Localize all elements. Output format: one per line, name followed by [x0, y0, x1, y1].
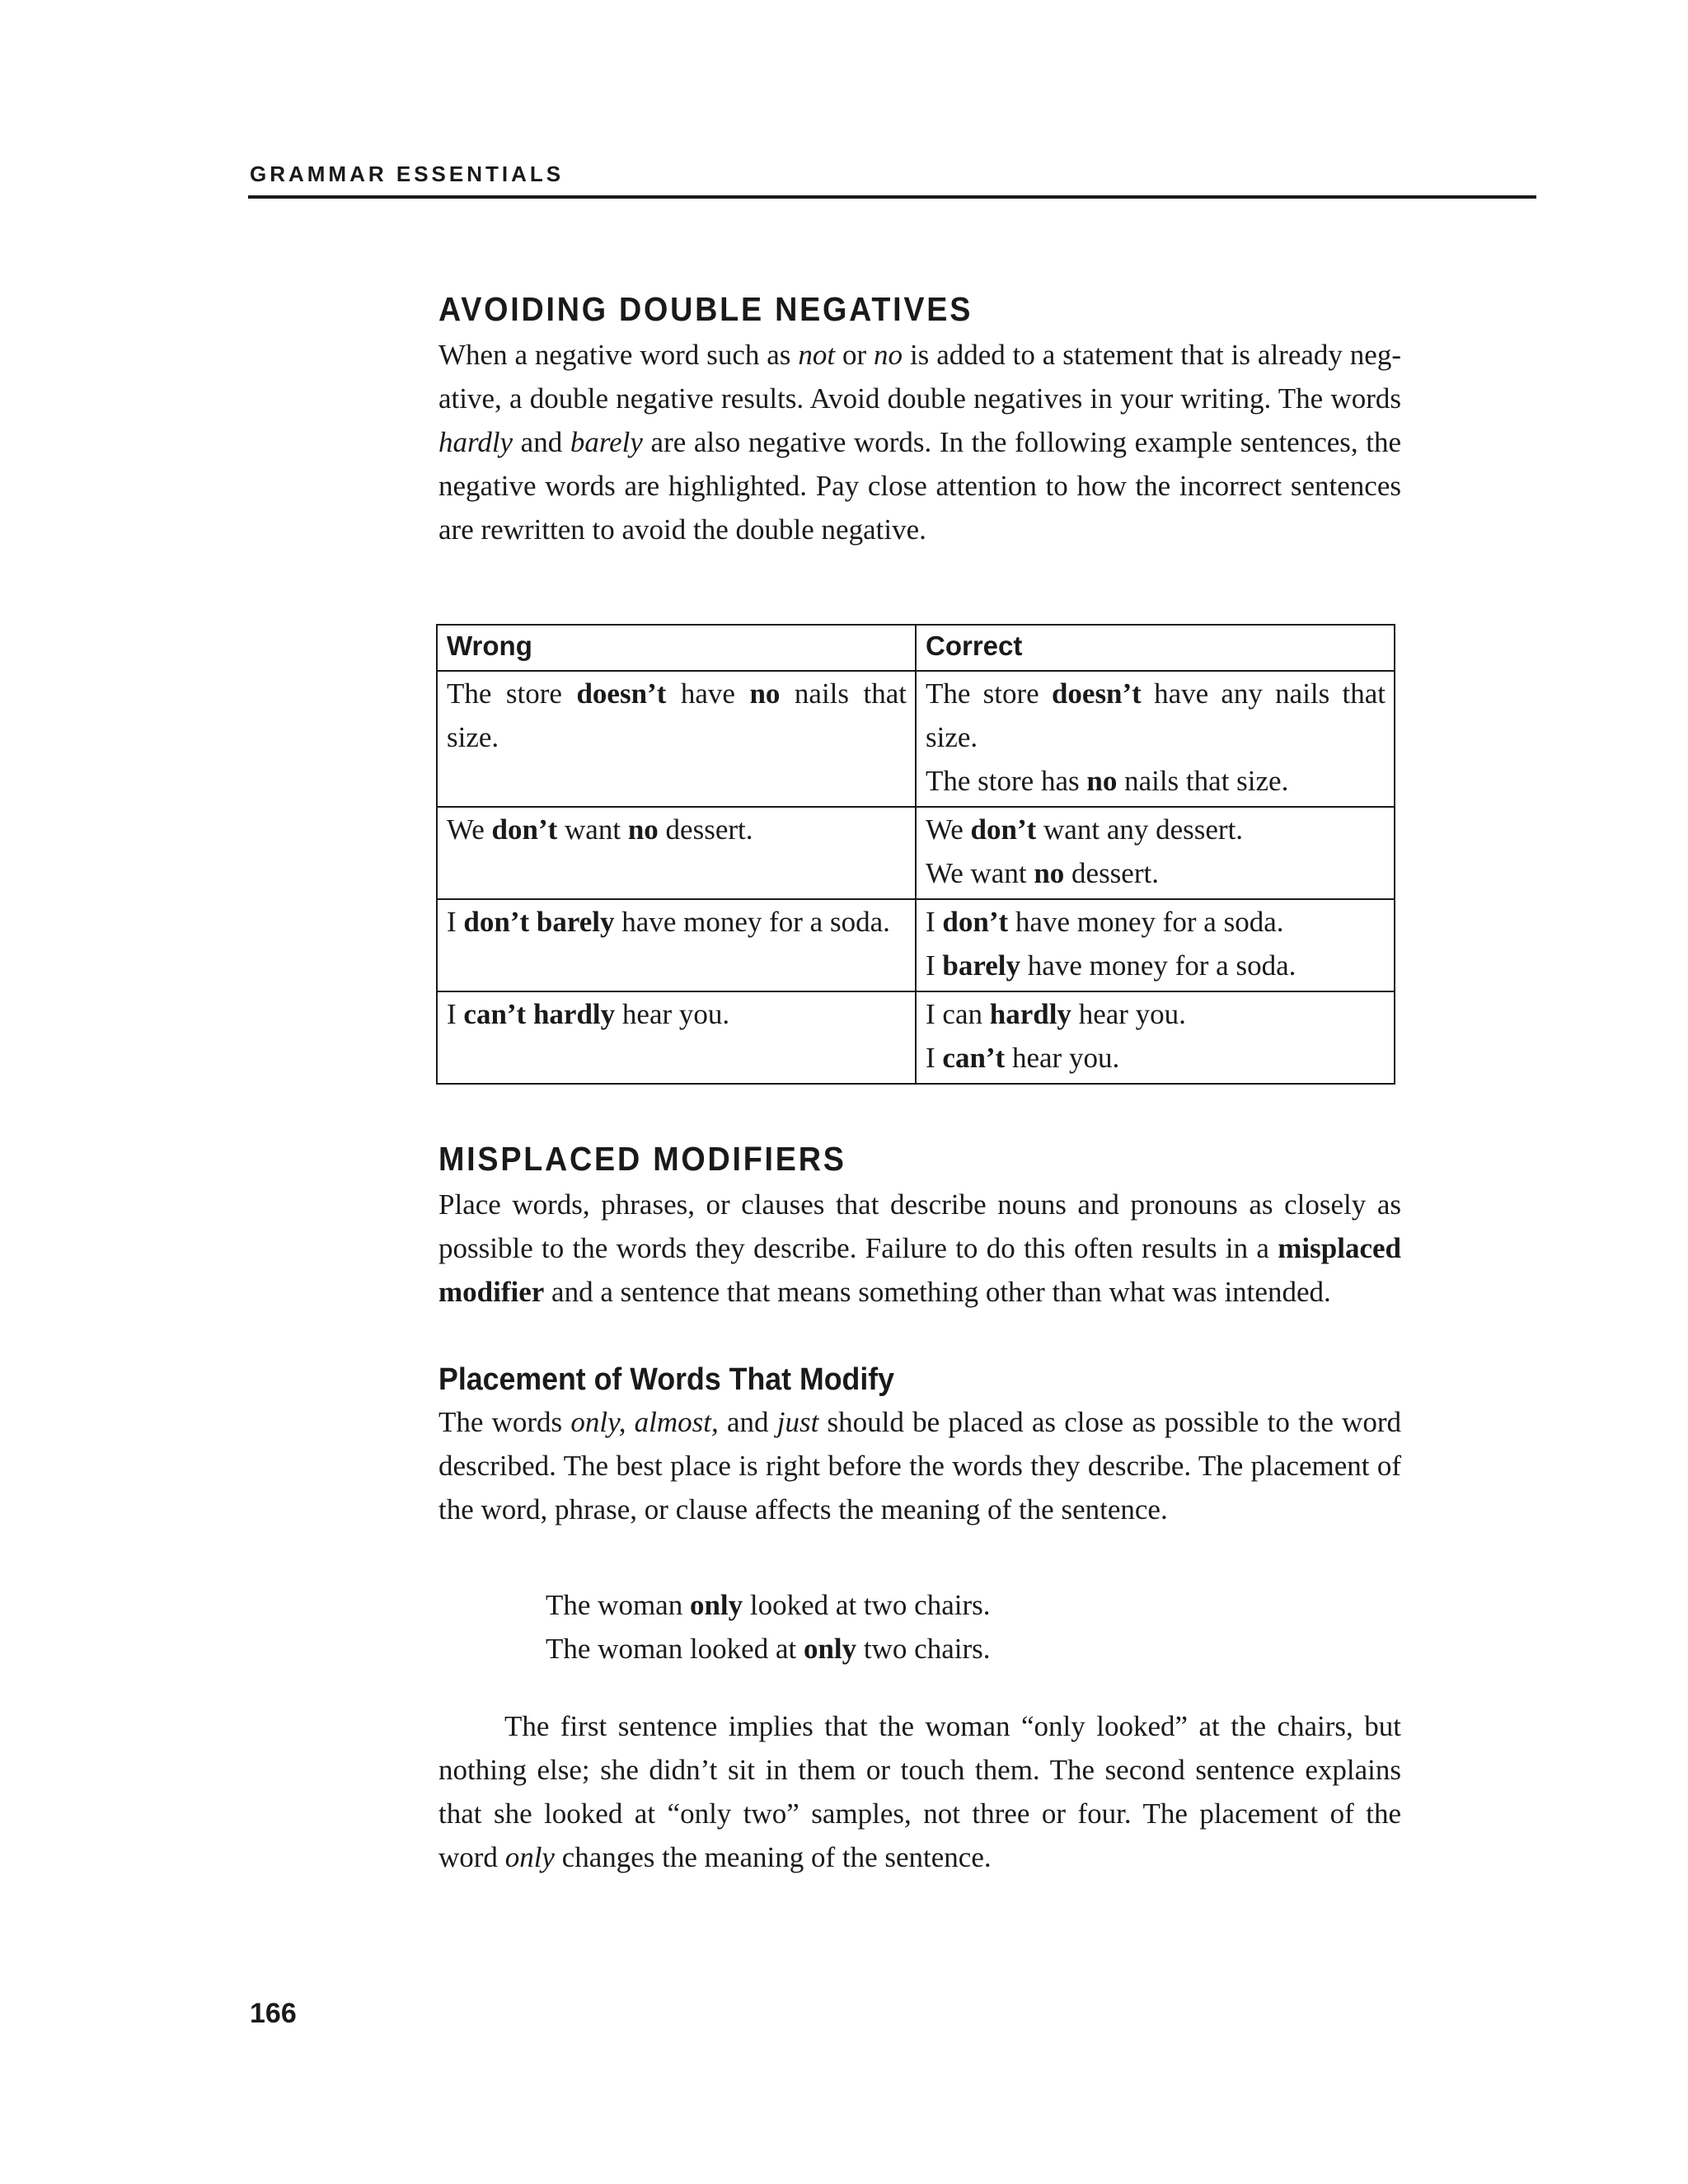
table-cell-wrong: [437, 671, 916, 807]
text-run: The store has: [926, 765, 1087, 797]
italic-text: no: [874, 339, 903, 371]
misplaced-modifiers-paragraph: [438, 1183, 1401, 1314]
text-run: is added to a statement that is already negative, a double negative results. Avoid double negatives in your writing. The words: [438, 339, 1401, 415]
column-header-correct: Correct: [916, 625, 1395, 671]
italic-text: not: [798, 339, 836, 371]
double-negatives-table-wrap: [436, 624, 1399, 1085]
italic-text: only: [504, 1841, 555, 1873]
table-cell-correct: [916, 899, 1395, 991]
text-run: The words: [438, 1406, 571, 1438]
correct-sentence: [926, 672, 1386, 759]
text-run: have: [666, 677, 750, 710]
table-cell-wrong: [437, 991, 916, 1084]
table-body: [437, 671, 1395, 1084]
wrong-sentence: [447, 900, 907, 944]
bold-text: misplaced modifier: [438, 1232, 1401, 1308]
correct-sentence: [926, 759, 1386, 803]
text-run: The first sentence implies that the woman “only looked” at the chairs, but nothing else; she didn’t sit in them or touch them. The second sentence explains that she looked at “only two” samples, not three or four. The placement of the word: [438, 1710, 1401, 1873]
text-run: dessert.: [1064, 857, 1159, 889]
text-run: dessert.: [658, 813, 753, 846]
text-run: hear you.: [1071, 998, 1186, 1030]
example-sentence: [546, 1583, 991, 1627]
bold-text: only: [689, 1589, 743, 1621]
text-run: I: [926, 906, 943, 938]
section-heading-double-negatives: AVOIDING DOUBLE NEGATIVES: [438, 290, 973, 328]
text-run: The woman looked at: [546, 1633, 804, 1665]
bold-text: can’t hardly: [463, 998, 616, 1030]
table-row: [437, 807, 1395, 899]
header-rule: [248, 195, 1536, 199]
text-run: have money for a soda.: [614, 906, 890, 938]
correct-sentence: [926, 944, 1386, 987]
text-run: want any dessert.: [1036, 813, 1244, 846]
explanation-block: [438, 1704, 1401, 1879]
text-run: have money for a soda.: [1020, 949, 1296, 982]
bold-text: no: [749, 677, 781, 710]
text-run: We want: [926, 857, 1034, 889]
page-number: 166: [250, 1998, 297, 2029]
bold-text: no: [627, 813, 659, 846]
section-heading-misplaced-modifiers: MISPLACED MODIFIERS: [438, 1140, 846, 1178]
text-run: The woman: [546, 1589, 690, 1621]
text-run: We: [447, 813, 492, 846]
text-run: or: [835, 339, 874, 371]
double-negatives-table: [436, 624, 1395, 1085]
italic-text: only, almost,: [570, 1406, 719, 1438]
example-sentences: [546, 1583, 991, 1671]
correct-sentence: [926, 992, 1386, 1036]
text-run: I: [926, 1042, 943, 1074]
text-run: and: [513, 426, 570, 458]
text-run: I: [447, 998, 464, 1030]
text-run: are also negative words. In the following example sentences, the negative words are highlighted. Pay close attention to how the incorrect sentences are rewritten to avoid the double negative.: [438, 426, 1401, 546]
table-row: [437, 899, 1395, 991]
correct-sentence: [926, 851, 1386, 895]
text-run: have money for a soda.: [1008, 906, 1284, 938]
italic-text: hardly: [438, 426, 513, 458]
text-run: I: [447, 906, 464, 938]
text-run: Place words, phrases, or clauses that describe nouns and pronouns as closely as possible to the words they describe. Failure to do this often results in a: [438, 1188, 1401, 1264]
text-run: nails that size.: [447, 677, 907, 753]
bold-text: no: [1034, 857, 1065, 889]
text-run: nails that size.: [1117, 765, 1289, 797]
table-cell-wrong: [437, 899, 916, 991]
bold-text: don’t: [491, 813, 558, 846]
correct-sentence: [926, 1036, 1386, 1080]
text-run: two chairs.: [856, 1633, 991, 1665]
table-cell-correct: [916, 671, 1395, 807]
bold-text: don’t barely: [463, 906, 615, 938]
bold-text: barely: [942, 949, 1021, 982]
bold-text: don’t: [942, 906, 1009, 938]
text-run: want: [557, 813, 628, 846]
text-run: We: [926, 813, 971, 846]
running-head: GRAMMAR ESSENTIALS: [250, 162, 565, 186]
table-header-row: [437, 625, 1395, 671]
text-run: The store: [926, 677, 1052, 710]
placement-paragraph: [438, 1400, 1401, 1531]
text-run: hear you.: [615, 998, 730, 1030]
bold-text: doesn’t: [576, 677, 667, 710]
bold-text: doesn’t: [1051, 677, 1142, 710]
table-row: [437, 991, 1395, 1084]
text-run: I: [926, 949, 943, 982]
text-run: I can: [926, 998, 990, 1030]
column-header-wrong: Wrong: [437, 625, 916, 671]
sub-heading-placement: Placement of Words That Modify: [438, 1362, 895, 1397]
bold-text: no: [1086, 765, 1118, 797]
text-run: and: [718, 1406, 777, 1438]
section-misplaced-modifiers: [438, 1140, 1401, 1314]
table-cell-wrong: [437, 807, 916, 899]
text-run: When a negative word such as: [438, 339, 799, 371]
text-run: should be placed as close as possible to the word described. The best place is right before the words they describe. The placement of the word, phrase, or clause affects the meaning of the sentence.: [438, 1406, 1401, 1526]
wrong-sentence: [447, 808, 907, 851]
section-double-negatives: [438, 290, 1401, 551]
correct-sentence: [926, 808, 1386, 851]
correct-sentence: [926, 900, 1386, 944]
explanation-paragraph: [438, 1704, 1401, 1879]
example-sentence: [546, 1627, 991, 1671]
bold-text: only: [803, 1633, 857, 1665]
text-run: hear you.: [1005, 1042, 1120, 1074]
bold-text: hardly: [989, 998, 1071, 1030]
text-run: looked at two chairs.: [743, 1589, 991, 1621]
wrong-sentence: [447, 672, 907, 759]
wrong-sentence: [447, 992, 907, 1036]
text-run: changes the meaning of the sentence.: [554, 1841, 992, 1873]
bold-text: can’t: [942, 1042, 1006, 1074]
table-cell-correct: [916, 807, 1395, 899]
text-run: The store: [447, 677, 577, 710]
italic-text: barely: [570, 426, 643, 458]
table-cell-correct: [916, 991, 1395, 1084]
text-run: and a sentence that means something other than what was intended.: [544, 1276, 1331, 1308]
table-row: [437, 671, 1395, 807]
section-placement-of-words: [438, 1362, 1401, 1531]
text-run: have any nails that size.: [926, 677, 1386, 753]
italic-text: just: [776, 1406, 819, 1438]
double-negatives-paragraph: [438, 333, 1401, 551]
bold-text: don’t: [970, 813, 1037, 846]
